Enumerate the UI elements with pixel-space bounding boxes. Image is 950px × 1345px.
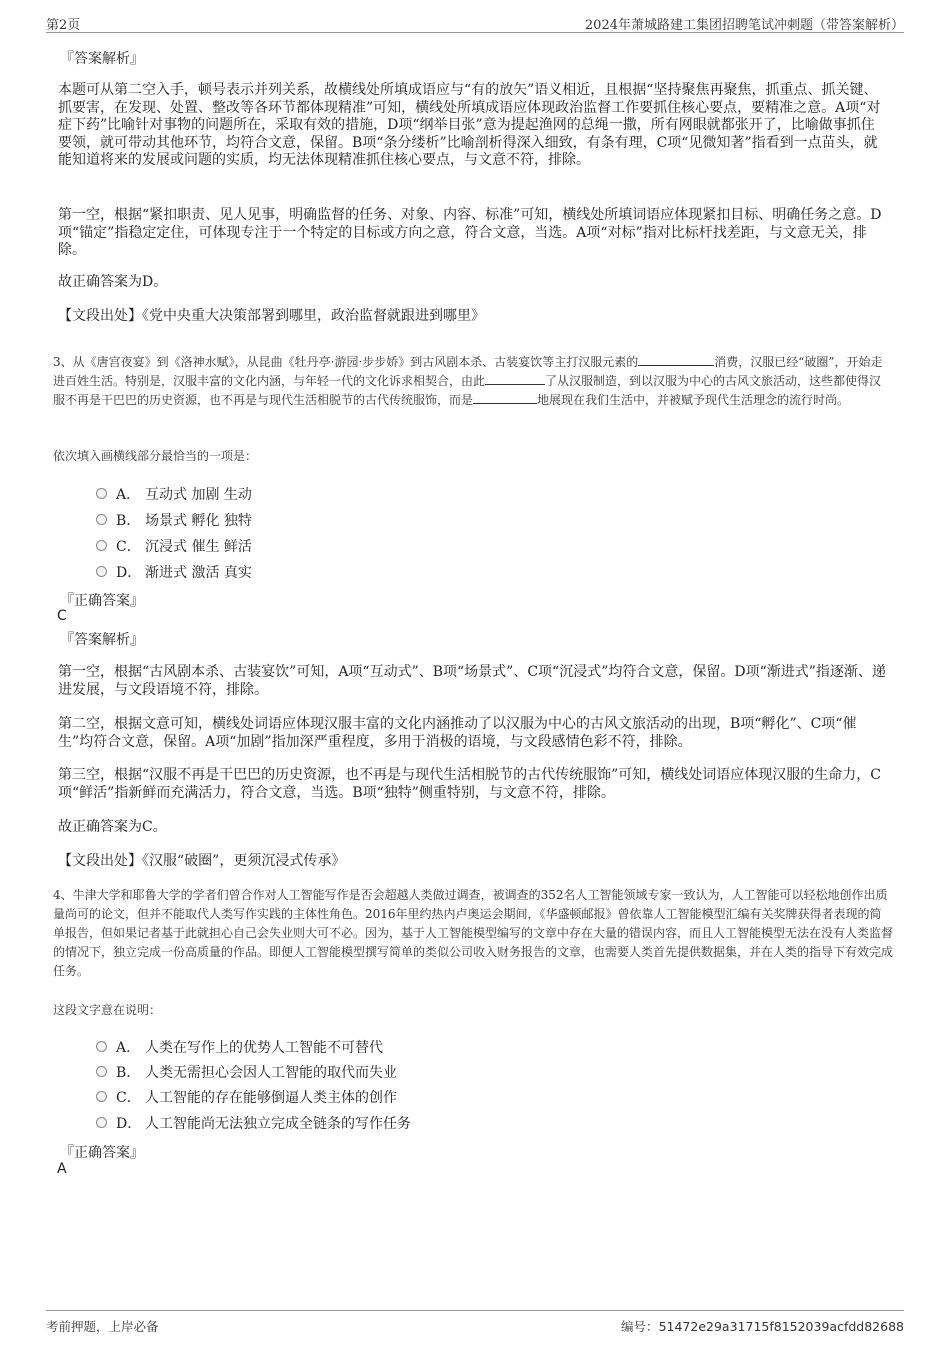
page-number: 第2页 xyxy=(46,18,81,33)
q2-analysis-label: 『答案解析』 xyxy=(60,51,144,67)
q3-stem: 3、从《唐宫夜宴》到《洛神水赋》，从昆曲《牡丹亭·游园·步步娇》到古风剧本杀、古装宴饮等主打汉服元素的 消费，汉服已经“破圈”，开始走进百姓生活。特别是，汉服丰富的文化内涵，与年轻一代的文化诉求相契合，由此 了从汉服制造，到以汉服为中心的古风文旅活动，这些都使得汉服不再是干巴巴的历史资源，也不再是与现代生活相脱节的古代传统服饰，而是 地展现在我们生活中，并被赋予现代生活理念的流行时尚。 xyxy=(53,355,883,407)
q2-answer-line: 故正确答案为D。 xyxy=(58,274,168,290)
q2-analysis-para-2: 第一空，根据“紧扣职责、见人见事，明确监督的任务、对象、内容、标准”可知，横线处所填词语应体现紧扣目标、明确任务之意。D项“锚定”指稳定定住，可体现专注于一个特定的目标或方向之意，符合文意，当选。A项“对标”指对比标杆找差距，与文意无关，排除。 xyxy=(58,207,882,258)
q4-stem: 4、牛津大学和耶鲁大学的学者们曾合作对人工智能写作是否会超越人类做过调查，被调查的352名人工智能领域专家一致认为，人工智能可以轻松地创作出质量尚可的论文，但并不能取代人类写作实践的主体性角色。2016年里约热内卢奥运会期间，《华盛顿邮报》曾依靠人工智能模型汇编有关奖牌获得者表现的简单报告，但如果记者基于此就担心自己会失业则大可不必。因为，基于人工智能模型编写的文章中存在大量的错误内容，而且人工智能模型无法在没有人类监督的情况下，独立完成一份高质量的作品。即便人工智能模型撰写简单的类似公司收入财务报告的文章，也需要人类首先提供数据集，并在人类的指导下有效完成任务。 xyxy=(53,888,894,978)
radio-icon[interactable] xyxy=(96,514,107,525)
radio-icon[interactable] xyxy=(96,566,107,577)
document-title: 2024年萧城路建工集团招聘笔试冲刺题（带答案解析） xyxy=(584,18,904,33)
q3-blank-1 xyxy=(638,354,714,366)
q4-correct-label: 『正确答案』 xyxy=(60,1145,144,1161)
q4-correct-answer: A xyxy=(57,1161,67,1177)
q3-blank-2 xyxy=(485,373,545,385)
q3-analysis-para-1: 第一空，根据“古风剧本杀、古装宴饮”可知，A项“互动式”、B项“场景式”、C项“沉浸式”均符合文意，保留。D项“渐进式”指逐渐、递进发展，与文段语境不符，排除。 xyxy=(58,664,886,698)
q3-correct-answer: C xyxy=(57,608,67,624)
radio-icon[interactable] xyxy=(96,1117,107,1128)
radio-icon[interactable] xyxy=(96,488,107,499)
q3-analysis-para-3: 第三空，根据“汉服不再是干巴巴的历史资源，也不再是与现代生活相脱节的古代传统服饰”可知，横线处词语应体现汉服的生命力，C项“鲜活”指新鲜而充满活力，符合文意，当选。B项“独特”侧重特别，与文意不符，排除。 xyxy=(58,767,882,801)
radio-icon[interactable] xyxy=(96,1066,107,1077)
radio-icon[interactable] xyxy=(96,1041,107,1052)
q3-blank-3 xyxy=(473,392,537,404)
q3-source: 【文段出处】《汉服“破圈”，更须沉浸式传承》 xyxy=(58,853,346,869)
q3-analysis-para-2: 第二空，根据文意可知，横线处词语应体现汉服丰富的文化内涵推动了以汉服为中心的古风文旅活动的出现，B项“孵化”、C项“催生”均符合文意，保留。A项“加剧”指加深严重程度，多用于消极的语境，与文段感情色彩不符，排除。 xyxy=(58,716,857,750)
page-header xyxy=(46,14,904,33)
q3-analysis-label: 『答案解析』 xyxy=(60,632,144,648)
q4-prompt: 这段文字意在说明： xyxy=(53,1003,162,1017)
q3-correct-label: 『正确答案』 xyxy=(60,593,144,609)
footer-slogan: 考前押题，上岸必备 xyxy=(46,1319,159,1334)
page-footer xyxy=(46,1310,904,1333)
radio-icon[interactable] xyxy=(96,540,107,551)
q2-source: 【文段出处】《党中央重大决策部署到哪里，政治监督就跟进到哪里》 xyxy=(58,308,485,324)
radio-icon[interactable] xyxy=(96,1091,107,1102)
q3-prompt: 依次填入画横线部分最恰当的一项是： xyxy=(53,449,258,463)
q3-answer-line: 故正确答案为C。 xyxy=(58,819,167,835)
document-code: 编号：51472e29a31715f8152039acfdd82688 xyxy=(621,1319,904,1334)
q2-analysis-para-1: 本题可从第二空入手，顿号表示并列关系，故横线处所填成语应与“有的放矢”语义相近，且根据“坚持聚焦再聚焦，抓重点、抓关键、抓要害，在发现、处置、整改等各环节都体现精准”可知，横线处所填成语应体现政治监督工作要抓住核心要点，要精准之意。A项“对症下药”比喻针对事物的问题所在，采取有效的措施，D项“纲举目张”意为提起渔网的总绳一撒，所有网眼就都张开了，比喻做事抓住要领，就可带动其他环节，均符合文意，保留。B项“条分缕析”比喻剖析得深入细致，有条有理，C项“见微知著”指看到一点苗头，就能知道将来的发展或问题的实质，均无法体现精准抓住核心要点，与文意不符，排除。 xyxy=(58,82,881,168)
